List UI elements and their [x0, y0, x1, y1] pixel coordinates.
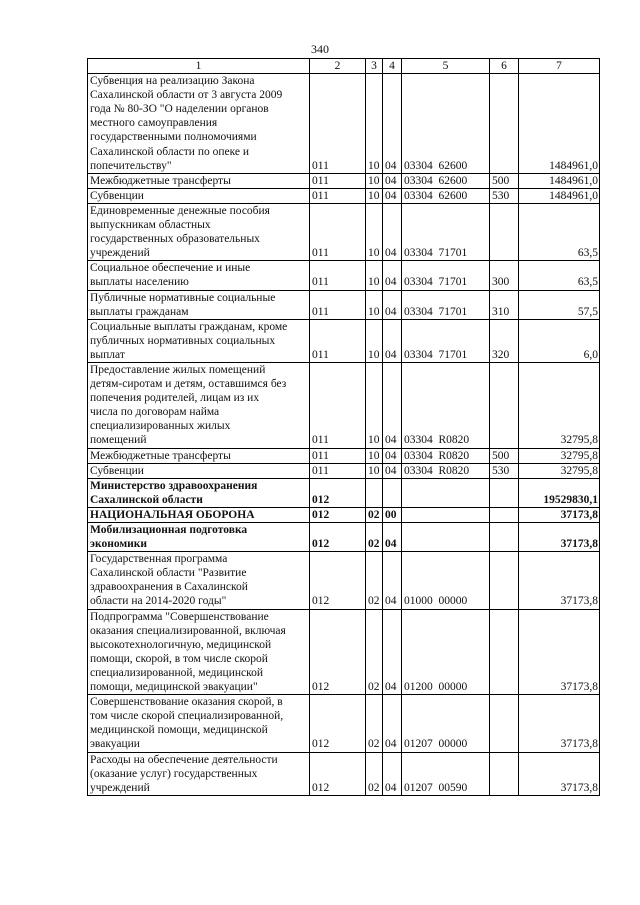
row-expense-type-cell: 500	[490, 173, 519, 188]
header-col-7: 7	[519, 59, 600, 74]
row-amount-cell: 32795,8	[519, 463, 600, 478]
row-code-cell: 012	[310, 478, 366, 507]
row-section-cell: 10	[366, 261, 383, 290]
row-subsection-cell: 04	[383, 609, 402, 695]
table-row	[88, 173, 600, 188]
row-amount-cell: 1484961,0	[519, 74, 600, 174]
row-target-article-cell: 01207 00590	[402, 752, 490, 795]
table-body	[88, 74, 600, 796]
row-code-cell: 011	[310, 290, 366, 319]
header-col-3: 3	[366, 59, 383, 74]
row-target-article-cell: 03304 71701	[402, 319, 490, 362]
row-section-cell: 02	[366, 507, 383, 522]
row-subsection-cell: 04	[383, 552, 402, 609]
table-row	[88, 290, 600, 319]
row-amount-cell: 57,5	[519, 290, 600, 319]
row-section-cell	[366, 478, 383, 507]
table-row	[88, 448, 600, 463]
row-name-cell: Межбюджетные трансферты	[88, 173, 310, 188]
row-code-cell: 011	[310, 188, 366, 203]
row-section-cell: 02	[366, 552, 383, 609]
row-target-article-cell: 01000 00000	[402, 552, 490, 609]
row-name-cell: Публичные нормативные социальные выплаты гражданам	[88, 290, 310, 319]
row-expense-type-cell: 320	[490, 319, 519, 362]
row-target-article-cell: 03304 71701	[402, 203, 490, 260]
row-subsection-cell: 04	[383, 319, 402, 362]
table-row	[88, 552, 600, 609]
row-subsection-cell: 04	[383, 362, 402, 448]
row-expense-type-cell	[490, 362, 519, 448]
table-header-row	[88, 59, 600, 74]
header-col-2: 2	[310, 59, 366, 74]
row-expense-type-cell	[490, 609, 519, 695]
row-section-cell: 10	[366, 173, 383, 188]
row-expense-type-cell	[490, 507, 519, 522]
row-subsection-cell: 04	[383, 173, 402, 188]
row-subsection-cell: 04	[383, 290, 402, 319]
row-subsection-cell: 04	[383, 448, 402, 463]
table-row	[88, 362, 600, 448]
row-amount-cell: 1484961,0	[519, 188, 600, 203]
row-code-cell: 012	[310, 523, 366, 552]
row-target-article-cell	[402, 523, 490, 552]
row-section-cell: 10	[366, 203, 383, 260]
row-subsection-cell: 04	[383, 752, 402, 795]
row-section-cell: 02	[366, 695, 383, 752]
row-section-cell: 10	[366, 188, 383, 203]
row-subsection-cell	[383, 478, 402, 507]
row-target-article-cell: 01200 00000	[402, 609, 490, 695]
row-target-article-cell: 03304 62600	[402, 74, 490, 174]
row-name-cell: Подпрограмма "Совершенствование оказания специализированной, включая высокотехнологичную, медицинской помощи, скорой, в том числе скорой специализированной, медицинской помощи, медицинской эвакуации"	[88, 609, 310, 695]
row-name-cell: Совершенствование оказания скорой, в том числе скорой специализированной, медицинской помощи, медицинской эвакуации	[88, 695, 310, 752]
row-name-cell: Расходы на обеспечение деятельности (оказание услуг) государственных учреждений	[88, 752, 310, 795]
row-code-cell: 012	[310, 507, 366, 522]
row-target-article-cell: 01207 00000	[402, 695, 490, 752]
row-section-cell: 10	[366, 290, 383, 319]
row-expense-type-cell	[490, 523, 519, 552]
row-section-cell: 02	[366, 523, 383, 552]
row-code-cell: 012	[310, 695, 366, 752]
row-expense-type-cell: 530	[490, 188, 519, 203]
row-amount-cell: 32795,8	[519, 448, 600, 463]
row-name-cell: НАЦИОНАЛЬНАЯ ОБОРОНА	[88, 507, 310, 522]
row-section-cell: 10	[366, 463, 383, 478]
table-row	[88, 203, 600, 260]
row-code-cell: 012	[310, 752, 366, 795]
table-row	[88, 261, 600, 290]
table-row	[88, 609, 600, 695]
budget-table	[87, 58, 600, 796]
row-subsection-cell: 04	[383, 74, 402, 174]
row-amount-cell: 37173,8	[519, 523, 600, 552]
row-section-cell: 02	[366, 609, 383, 695]
row-target-article-cell: 03304 71701	[402, 261, 490, 290]
table-row	[88, 463, 600, 478]
row-expense-type-cell	[490, 752, 519, 795]
row-amount-cell: 1484961,0	[519, 173, 600, 188]
row-section-cell: 10	[366, 74, 383, 174]
table-row	[88, 695, 600, 752]
page-number: 340	[311, 42, 329, 56]
row-expense-type-cell: 300	[490, 261, 519, 290]
row-name-cell: Межбюджетные трансферты	[88, 448, 310, 463]
row-amount-cell: 19529830,1	[519, 478, 600, 507]
header-col-5: 5	[402, 59, 490, 74]
row-target-article-cell	[402, 507, 490, 522]
row-subsection-cell: 04	[383, 523, 402, 552]
row-amount-cell: 6,0	[519, 319, 600, 362]
row-section-cell: 10	[366, 362, 383, 448]
row-subsection-cell: 04	[383, 203, 402, 260]
table-row	[88, 188, 600, 203]
row-code-cell: 011	[310, 319, 366, 362]
row-code-cell: 011	[310, 261, 366, 290]
row-expense-type-cell	[490, 478, 519, 507]
row-code-cell: 012	[310, 609, 366, 695]
row-expense-type-cell	[490, 552, 519, 609]
header-col-1: 1	[88, 59, 310, 74]
row-name-cell: Субвенции	[88, 463, 310, 478]
header-col-4: 4	[383, 59, 402, 74]
row-code-cell: 011	[310, 362, 366, 448]
row-name-cell: Социальное обеспечение и иные выплаты населению	[88, 261, 310, 290]
row-expense-type-cell: 500	[490, 448, 519, 463]
row-target-article-cell: 03304 62600	[402, 173, 490, 188]
row-expense-type-cell	[490, 695, 519, 752]
row-expense-type-cell: 310	[490, 290, 519, 319]
row-amount-cell: 37173,8	[519, 695, 600, 752]
table-row	[88, 752, 600, 795]
row-code-cell: 011	[310, 74, 366, 174]
row-target-article-cell: 03304 62600	[402, 188, 490, 203]
row-name-cell: Социальные выплаты гражданам, кроме публичных нормативных социальных выплат	[88, 319, 310, 362]
row-amount-cell: 37173,8	[519, 507, 600, 522]
row-section-cell: 10	[366, 448, 383, 463]
row-amount-cell: 37173,8	[519, 752, 600, 795]
row-expense-type-cell	[490, 203, 519, 260]
row-target-article-cell	[402, 478, 490, 507]
row-name-cell: Субвенции	[88, 188, 310, 203]
row-target-article-cell: 03304 R0820	[402, 448, 490, 463]
row-name-cell: Предоставление жилых помещений детям-сиротам и детям, оставшимся без попечения родителей, лицам из их числа по договорам найма специализированных жилых помещений	[88, 362, 310, 448]
row-name-cell: Единовременные денежные пособия выпускникам областных государственных образовательных учреждений	[88, 203, 310, 260]
row-section-cell: 02	[366, 752, 383, 795]
row-subsection-cell: 00	[383, 507, 402, 522]
row-name-cell: Министерство здравоохранения Сахалинской области	[88, 478, 310, 507]
row-code-cell: 012	[310, 552, 366, 609]
row-code-cell: 011	[310, 463, 366, 478]
row-amount-cell: 37173,8	[519, 552, 600, 609]
row-code-cell: 011	[310, 173, 366, 188]
row-amount-cell: 63,5	[519, 261, 600, 290]
row-section-cell: 10	[366, 319, 383, 362]
row-subsection-cell: 04	[383, 695, 402, 752]
row-amount-cell: 37173,8	[519, 609, 600, 695]
row-name-cell: Государственная программа Сахалинской области "Развитие здравоохранения в Сахалинской области на 2014-2020 годы"	[88, 552, 310, 609]
row-subsection-cell: 04	[383, 188, 402, 203]
table-row	[88, 478, 600, 507]
row-target-article-cell: 03304 R0820	[402, 463, 490, 478]
row-amount-cell: 32795,8	[519, 362, 600, 448]
row-target-article-cell: 03304 R0820	[402, 362, 490, 448]
table-row	[88, 523, 600, 552]
row-expense-type-cell	[490, 74, 519, 174]
table-row	[88, 74, 600, 174]
row-code-cell: 011	[310, 448, 366, 463]
row-target-article-cell: 03304 71701	[402, 290, 490, 319]
header-col-6: 6	[490, 59, 519, 74]
row-expense-type-cell: 530	[490, 463, 519, 478]
row-subsection-cell: 04	[383, 463, 402, 478]
row-code-cell: 011	[310, 203, 366, 260]
row-name-cell: Мобилизационная подготовка экономики	[88, 523, 310, 552]
row-name-cell: Субвенция на реализацию Закона Сахалинской области от 3 августа 2009 года № 80-ЗО "О наделении органов местного самоуправления государственными полномочиями Сахалинской области по опеке и попечительству"	[88, 74, 310, 174]
table-row	[88, 319, 600, 362]
row-amount-cell: 63,5	[519, 203, 600, 260]
table-row	[88, 507, 600, 522]
row-subsection-cell: 04	[383, 261, 402, 290]
